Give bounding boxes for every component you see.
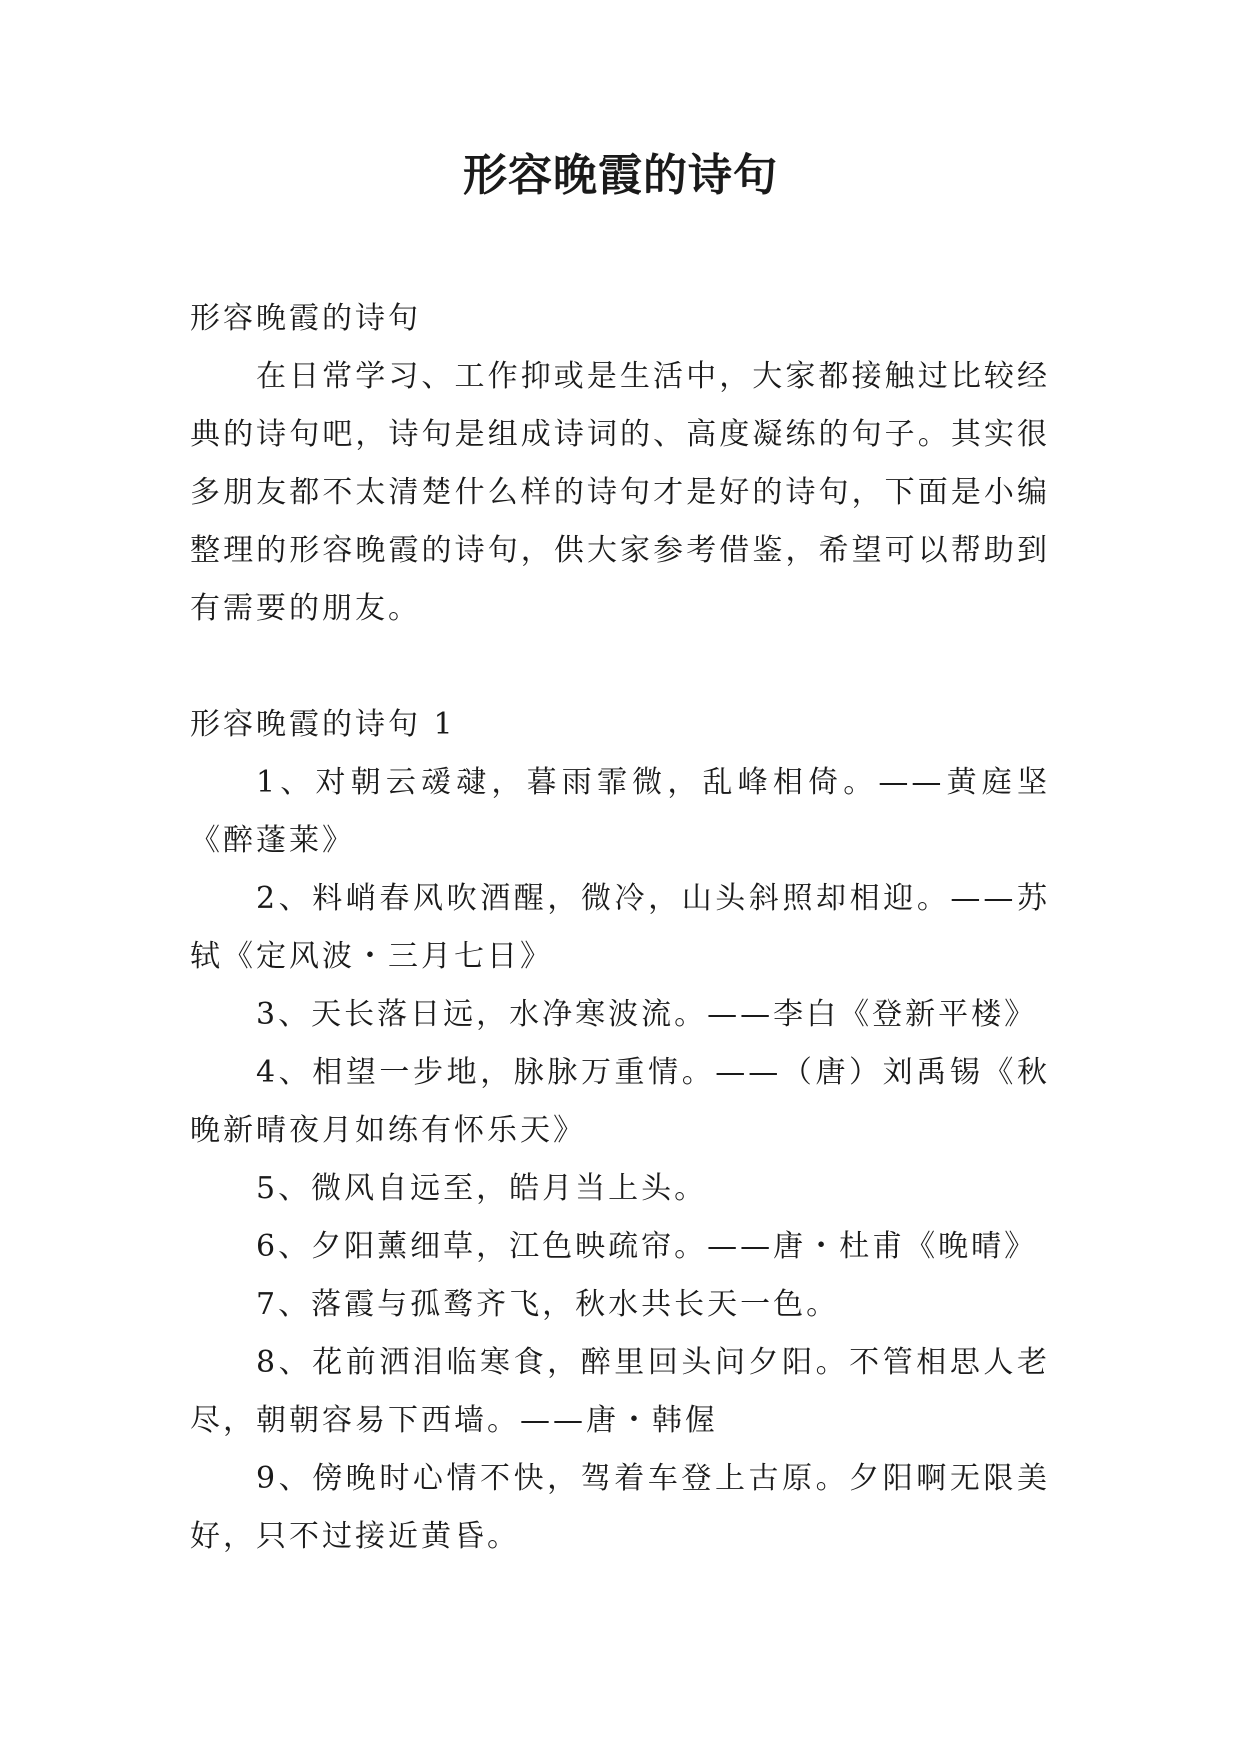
poem-item: 4、相望一步地，脉脉万重情。——（唐）刘禹锡《秋晚新晴夜月如练有怀乐天》 (190, 1055, 1050, 1148)
poem-item: 5、微风自远至，皓月当上头。 (256, 1171, 708, 1206)
poem-item: 6、夕阳薰细草，江色映疏帘。——唐・杜甫《晚晴》 (256, 1229, 1038, 1264)
poem-item: 9、傍晚时心情不快，驾着车登上古原。夕阳啊无限美好，只不过接近黄昏。 (190, 1461, 1050, 1554)
document-title: 形容晚霞的诗句 (463, 150, 778, 201)
poem-item: 3、天长落日远，水净寒波流。——李白《登新平楼》 (256, 997, 1038, 1032)
poem-item: 2、料峭春风吹酒醒，微冷，山头斜照却相迎。——苏轼《定风波・三月七日》 (190, 881, 1050, 974)
intro-paragraph: 在日常学习、工作抑或是生活中，大家都接触过比较经典的诗句吧，诗句是组成诗词的、高度凝练的句子。其实很多朋友都不太清楚什么样的诗句才是好的诗句，下面是小编整理的形容晚霞的诗句，供大家参考借鉴，希望可以帮助到有需要的朋友。 (190, 359, 1050, 626)
document-body (190, 290, 1050, 1566)
section-heading: 形容晚霞的诗句 1 (190, 707, 456, 742)
poem-item: 1、对朝云叆叇，暮雨霏微，乱峰相倚。——黄庭坚《醉蓬莱》 (190, 765, 1050, 858)
poem-item: 8、花前洒泪临寒食，醉里回头问夕阳。不管相思人老尽，朝朝容易下西墙。——唐・韩偓 (190, 1345, 1050, 1438)
poem-item: 7、落霞与孤鹜齐飞，秋水共长天一色。 (256, 1287, 840, 1322)
subtitle: 形容晚霞的诗句 (190, 301, 421, 336)
